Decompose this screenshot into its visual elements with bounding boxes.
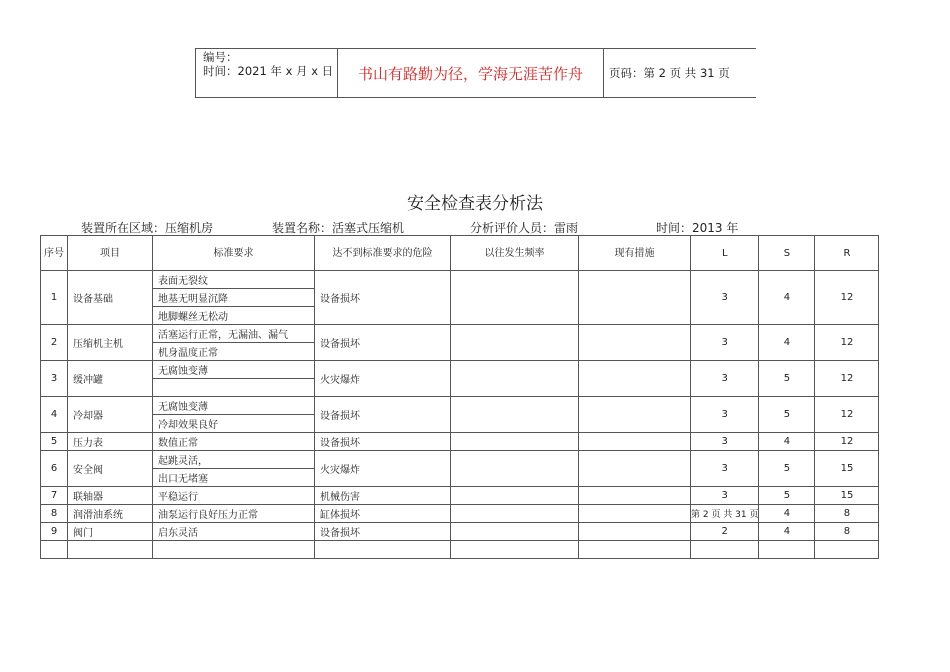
row-standard: 冷却效果良好 <box>153 415 315 433</box>
row-measures <box>579 397 691 433</box>
row-standard: 地脚螺丝无松动 <box>153 307 315 325</box>
header-standard: 标准要求 <box>153 236 315 271</box>
table-row-empty <box>41 541 879 559</box>
row-measures <box>579 451 691 487</box>
header-r: R <box>815 236 879 271</box>
row-standard: 活塞运行正常，无漏油、漏气 <box>153 325 315 343</box>
row-l: 3 <box>691 451 759 487</box>
row-l: 3 <box>691 487 759 505</box>
row-l: 3 <box>691 271 759 325</box>
row-item: 压缩机主机 <box>68 325 153 361</box>
code-label: 编号： <box>203 50 238 64</box>
header-seq: 序号 <box>41 236 68 271</box>
row-standard <box>153 379 315 397</box>
row-item: 设备基础 <box>68 271 153 325</box>
header-hazard: 达不到标准要求的危险 <box>315 236 451 271</box>
row-standard: 平稳运行 <box>153 487 315 505</box>
empty-cell <box>579 541 691 559</box>
table-row <box>41 325 879 343</box>
row-seq: 9 <box>41 523 68 541</box>
slogan: 书山有路勤为径，学海无涯苦作舟 <box>338 49 604 97</box>
table-body <box>41 271 879 559</box>
meta-device: 装置名称：活塞式压缩机 <box>272 221 405 235</box>
row-hazard: 设备损坏 <box>315 397 451 433</box>
table-header-row <box>41 236 879 271</box>
row-r: 15 <box>815 451 879 487</box>
meta-analyst: 分析评价人员：雷雨 <box>470 221 579 235</box>
row-seq: 5 <box>41 433 68 451</box>
row-r: 12 <box>815 433 879 451</box>
row-s: 4 <box>759 271 815 325</box>
row-l: 3 <box>691 361 759 397</box>
meta-area: 装置所在区域：压缩机房 <box>81 221 214 235</box>
row-hazard: 设备损坏 <box>315 325 451 361</box>
row-frequency <box>451 487 579 505</box>
row-seq: 6 <box>41 451 68 487</box>
row-hazard: 设备损坏 <box>315 433 451 451</box>
row-hazard: 缸体损坏 <box>315 505 451 523</box>
row-s: 4 <box>759 505 815 523</box>
row-s: 5 <box>759 487 815 505</box>
row-hazard: 火灾爆炸 <box>315 451 451 487</box>
row-l: 第 2 页 共 31 页 <box>691 505 759 523</box>
empty-cell <box>41 541 68 559</box>
row-frequency <box>451 433 579 451</box>
row-l: 3 <box>691 397 759 433</box>
table-row <box>41 451 879 469</box>
table-row <box>41 433 879 451</box>
row-seq: 4 <box>41 397 68 433</box>
empty-cell <box>153 541 315 559</box>
row-item: 冷却器 <box>68 397 153 433</box>
row-s: 4 <box>759 325 815 361</box>
header-frequency: 以往发生频率 <box>451 236 579 271</box>
table-row <box>41 361 879 379</box>
row-standard: 无腐蚀变薄 <box>153 397 315 415</box>
row-l: 3 <box>691 325 759 361</box>
row-standard: 出口无堵塞 <box>153 469 315 487</box>
row-frequency <box>451 271 579 325</box>
row-measures <box>579 523 691 541</box>
row-frequency <box>451 361 579 397</box>
table-row <box>41 271 879 289</box>
row-s: 5 <box>759 451 815 487</box>
row-frequency <box>451 523 579 541</box>
header-s: S <box>759 236 815 271</box>
row-r: 8 <box>815 523 879 541</box>
empty-cell <box>815 541 879 559</box>
row-frequency <box>451 505 579 523</box>
row-standard: 地基无明显沉降 <box>153 289 315 307</box>
row-measures <box>579 271 691 325</box>
row-s: 5 <box>759 361 815 397</box>
row-s: 5 <box>759 397 815 433</box>
empty-cell <box>315 541 451 559</box>
meta-time: 时间：2013 年 <box>656 221 739 235</box>
row-item: 联轴器 <box>68 487 153 505</box>
header-code-cell <box>196 49 338 97</box>
table-row <box>41 397 879 415</box>
row-measures <box>579 325 691 361</box>
row-item: 压力表 <box>68 433 153 451</box>
row-item: 润滑油系统 <box>68 505 153 523</box>
table-row <box>41 487 879 505</box>
row-r: 12 <box>815 397 879 433</box>
row-measures <box>579 505 691 523</box>
empty-cell <box>759 541 815 559</box>
row-r: 12 <box>815 361 879 397</box>
row-standard: 无腐蚀变薄 <box>153 361 315 379</box>
row-s: 4 <box>759 433 815 451</box>
row-hazard: 设备损坏 <box>315 271 451 325</box>
row-standard: 油泵运行良好压力正常 <box>153 505 315 523</box>
header-measures: 现有措施 <box>579 236 691 271</box>
row-standard: 机身温度正常 <box>153 343 315 361</box>
row-hazard: 机械伤害 <box>315 487 451 505</box>
page-info: 页码：第 2 页 共 31 页 <box>609 66 730 80</box>
date-line: 时间：2021 年 x 月 x 日 <box>203 64 334 78</box>
row-r: 12 <box>815 271 879 325</box>
row-hazard: 火灾爆炸 <box>315 361 451 397</box>
row-seq: 7 <box>41 487 68 505</box>
row-standard: 启东灵活 <box>153 523 315 541</box>
row-seq: 1 <box>41 271 68 325</box>
empty-cell <box>691 541 759 559</box>
header-item: 项目 <box>68 236 153 271</box>
row-seq: 2 <box>41 325 68 361</box>
empty-cell <box>68 541 153 559</box>
row-frequency <box>451 325 579 361</box>
row-hazard: 设备损坏 <box>315 523 451 541</box>
row-frequency <box>451 397 579 433</box>
row-standard: 起跳灵活， <box>153 451 315 469</box>
header-l: L <box>691 236 759 271</box>
row-measures <box>579 361 691 397</box>
row-s: 4 <box>759 523 815 541</box>
table-row <box>41 523 879 541</box>
row-measures <box>579 487 691 505</box>
page-title: 安全检查表分析法 <box>407 194 543 214</box>
row-seq: 8 <box>41 505 68 523</box>
row-seq: 3 <box>41 361 68 397</box>
row-r: 12 <box>815 325 879 361</box>
row-standard: 表面无裂纹 <box>153 271 315 289</box>
row-item: 缓冲罐 <box>68 361 153 397</box>
row-l: 3 <box>691 433 759 451</box>
table-row <box>41 505 879 523</box>
row-l: 2 <box>691 523 759 541</box>
header-box <box>195 48 756 98</box>
row-item: 安全阀 <box>68 451 153 487</box>
row-standard: 数值正常 <box>153 433 315 451</box>
row-r: 8 <box>815 505 879 523</box>
row-item: 阀门 <box>68 523 153 541</box>
checklist-table <box>40 235 879 559</box>
row-r: 15 <box>815 487 879 505</box>
row-frequency <box>451 451 579 487</box>
row-measures <box>579 433 691 451</box>
empty-cell <box>451 541 579 559</box>
